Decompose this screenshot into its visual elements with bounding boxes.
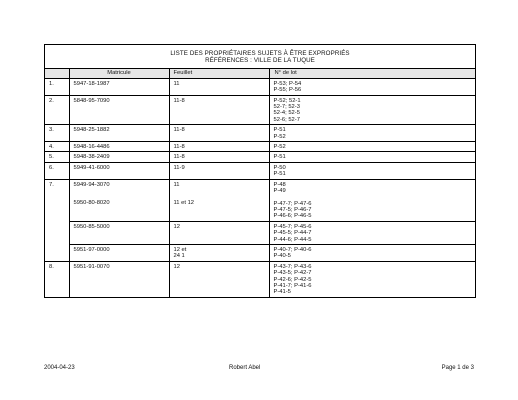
lot-entry: P-51 bbox=[273, 171, 286, 178]
row-feuillet bbox=[169, 244, 269, 261]
row-matricule: 5950-85-5000 bbox=[69, 221, 169, 244]
row-matricule: 5951-91-0070 bbox=[69, 261, 169, 297]
row-lots bbox=[269, 142, 475, 152]
table-row bbox=[45, 142, 475, 152]
table-row bbox=[45, 244, 475, 261]
lot-entry: 52-4; 52-5 bbox=[273, 110, 300, 117]
lot-entry: P-51 bbox=[273, 154, 286, 161]
lot-entry: P-41-5 bbox=[273, 289, 291, 296]
header-row bbox=[45, 69, 475, 79]
row-matricule: 5948-25-1882 bbox=[69, 125, 169, 142]
row-lots bbox=[269, 179, 475, 221]
row-lots bbox=[269, 221, 475, 244]
lot-entry: 52-7; 52-3 bbox=[273, 104, 300, 111]
feuillet-entry: 24 1 bbox=[173, 253, 185, 260]
row-feuillet: 11-8 bbox=[169, 152, 269, 162]
feuillet-entry: 12 et bbox=[173, 246, 187, 253]
feuillet-entry: 11 bbox=[173, 181, 180, 188]
lot-entry: P-40-5 bbox=[273, 253, 291, 260]
row-feuillet: 12 bbox=[169, 261, 269, 297]
row-lots bbox=[269, 162, 475, 179]
header-num bbox=[45, 69, 69, 79]
row-num: 5. bbox=[45, 152, 69, 162]
header-matricule: Matricule bbox=[69, 69, 169, 79]
footer-date: 2004-04-23 bbox=[44, 365, 75, 371]
footer-author: Robert Abel bbox=[229, 365, 261, 371]
row-num: 8. bbox=[45, 261, 69, 297]
lot-entry: P-52; 52-1 bbox=[273, 97, 301, 104]
footer-page-number: Page 1 de 3 bbox=[441, 365, 474, 371]
header-lot: N° de lot bbox=[269, 69, 475, 79]
row-feuillet bbox=[169, 179, 269, 221]
table-row bbox=[45, 152, 475, 162]
lot-entry: P-52 bbox=[273, 144, 286, 151]
row-lots bbox=[269, 152, 475, 162]
lot-entry: P-47-7; P-47-6 bbox=[273, 200, 312, 207]
row-matricule: 5947-18-1987 bbox=[69, 78, 169, 95]
lot-entry: P-42-6; P-42-5 bbox=[273, 276, 312, 283]
row-feuillet: 11 bbox=[169, 78, 269, 95]
feuillet-entry: 11 et 12 bbox=[173, 200, 195, 207]
row-num: 7. bbox=[45, 179, 69, 261]
row-num: 6. bbox=[45, 162, 69, 179]
row-lots bbox=[269, 95, 475, 125]
row-num: 4. bbox=[45, 142, 69, 152]
matricule-entry: 5950-80-8020 bbox=[73, 200, 110, 207]
table-row bbox=[45, 125, 475, 142]
table-row bbox=[45, 221, 475, 244]
table-row bbox=[45, 162, 475, 179]
table-row bbox=[45, 179, 475, 221]
matricule-entry: 5949-94-3070 bbox=[73, 181, 110, 188]
lot-entry: P-45-5; P-44-7 bbox=[273, 230, 312, 237]
row-feuillet: 11-8 bbox=[169, 95, 269, 125]
row-matricule: 5949-41-6000 bbox=[69, 162, 169, 179]
header-feuillet: Feuillet bbox=[169, 69, 269, 79]
row-lots bbox=[269, 78, 475, 95]
table-row bbox=[45, 95, 475, 125]
row-num: 2. bbox=[45, 95, 69, 125]
row-feuillet: 11-9 bbox=[169, 162, 269, 179]
lot-entry: P-48 bbox=[273, 181, 286, 188]
row-matricule: 5948-38-2409 bbox=[69, 152, 169, 162]
lot-entry: P-43-7; P-43-6 bbox=[273, 263, 312, 270]
lot-entry: P-49 bbox=[273, 188, 286, 195]
lot-entry: P-41-7; P-41-6 bbox=[273, 282, 312, 289]
row-lots bbox=[269, 125, 475, 142]
lot-entry: P-43-5; P-42-7 bbox=[273, 270, 312, 277]
row-lots bbox=[269, 244, 475, 261]
row-num: 3. bbox=[45, 125, 69, 142]
row-feuillet: 11-8 bbox=[169, 125, 269, 142]
title-line-2: RÉFÉRENCES : VILLE DE LA TUQUE bbox=[205, 57, 315, 65]
lot-entry: P-46-6; P-46-5 bbox=[273, 213, 312, 220]
table-row bbox=[45, 78, 475, 95]
lot-entry: P-51 bbox=[273, 127, 286, 134]
table-title bbox=[45, 45, 475, 69]
lot-entry: 52-6; 52-7 bbox=[273, 116, 300, 123]
title-line-1: LISTE DES PROPRIÉTAIRES SUJETS À ÊTRE EXPROPRIÉS bbox=[170, 50, 350, 57]
lot-entry: P-40-7; P-40-6 bbox=[273, 246, 312, 253]
row-lots bbox=[269, 261, 475, 297]
lot-entry: P-52 bbox=[273, 133, 286, 140]
row-matricule: 5848-95-7090 bbox=[69, 95, 169, 125]
lot-entry: P-53; P-54 bbox=[273, 80, 302, 87]
lot-entry: P-45-7; P-45-6 bbox=[273, 223, 312, 230]
lot-entry: P-47-5; P-46-7 bbox=[273, 206, 312, 213]
lot-entry: P-50 bbox=[273, 164, 286, 171]
row-feuillet: 12 bbox=[169, 221, 269, 244]
table-row bbox=[45, 261, 475, 297]
row-num: 1. bbox=[45, 78, 69, 95]
owners-table bbox=[45, 69, 475, 297]
lot-entry: P-55; P-56 bbox=[273, 87, 302, 94]
expropriation-table-frame bbox=[44, 44, 476, 298]
row-matricule bbox=[69, 179, 169, 221]
lot-entry: P-44-6; P-44-5 bbox=[273, 236, 312, 243]
row-feuillet: 11-8 bbox=[169, 142, 269, 152]
row-matricule: 5951-97-0000 bbox=[69, 244, 169, 261]
row-matricule: 5948-16-4486 bbox=[69, 142, 169, 152]
